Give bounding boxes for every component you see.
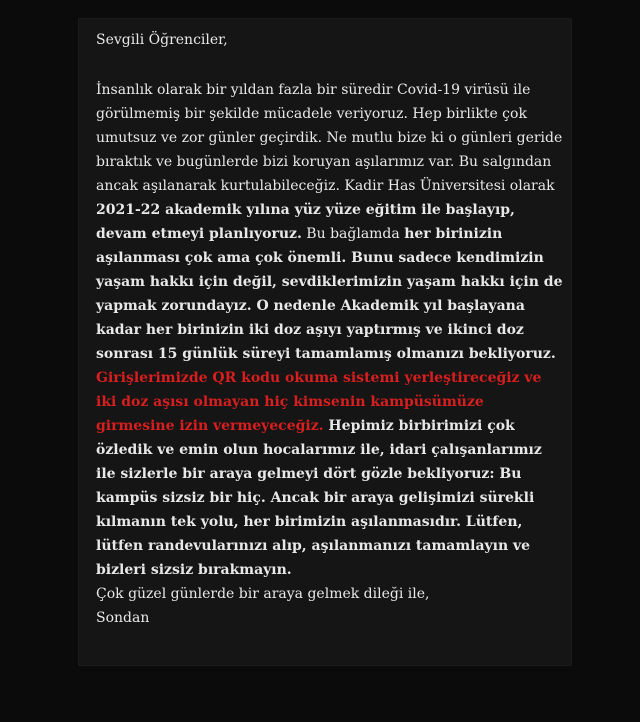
body-segment-bold: Hepimiz birbirimizi çok özledik ve emin olun hocalarımız ile, idari çalışanlarımız ile sizlerle bir araya gelmeyi dört gözle bekliyoruz: Bu kampüs sizsiz bir hiç. Ancak bir araya gelişimizi sürekli kılmanın tek yolu, her birimizin aşılanmasıdır. Lütfen, lütfen randevularınızı alıp, aşılanmanızı tamamlayın ve bizleri sizsiz bırakmayın. (96, 418, 542, 578)
body-segment-bold: her birinizin aşılanması çok ama çok önemli. Bunu sadece kendimizin yaşam hakkı için değil, sevdiklerimizin yaşam hakkı için de yapmak zorundayız. O nedenle Akademik yıl başlayana kadar her birinizin iki doz aşıyı yaptırmış ve ikinci doz sonrası 15 günlük süreyi tamamlamış olmanızı bekliyoruz. (96, 226, 563, 362)
body-segment: İnsanlık olarak bir yıldan fazla bir süredir Covid-19 virüsü ile görülmemiş bir şekilde mücadele veriyoruz. Hep birlikte çok umutsuz ve zor günler geçirdik. Ne mutlu bize ki o günleri geride bıraktık ve bugünlerde bizi koruyan aşılarımız var. Bu salgından ancak aşılanarak kurtulabileceğiz. Kadir Has Üniversitesi olarak (96, 82, 563, 194)
salutation: Sevgili Öğrenciler, (96, 32, 228, 48)
signature: Sondan (96, 610, 150, 626)
body-segment-bold: 2021-22 akademik yılına yüz yüze eğitim ile başlayıp, devam etmeyi planlıyoruz. (96, 202, 515, 242)
closing-line: Çok güzel günlerde bir araya gelmek dileği ile, (96, 586, 430, 602)
body-segment-warning: Girişlerimizde QR kodu okuma sistemi yerleştireceğiz ve iki doz aşısı olmayan hiç kimsenin kampüsümüze girmesine izin vermeyeceğiz. (96, 370, 542, 434)
letter-document (96, 28, 566, 630)
body-segment: Bu bağlamda (301, 226, 405, 242)
letter-body (96, 78, 566, 582)
